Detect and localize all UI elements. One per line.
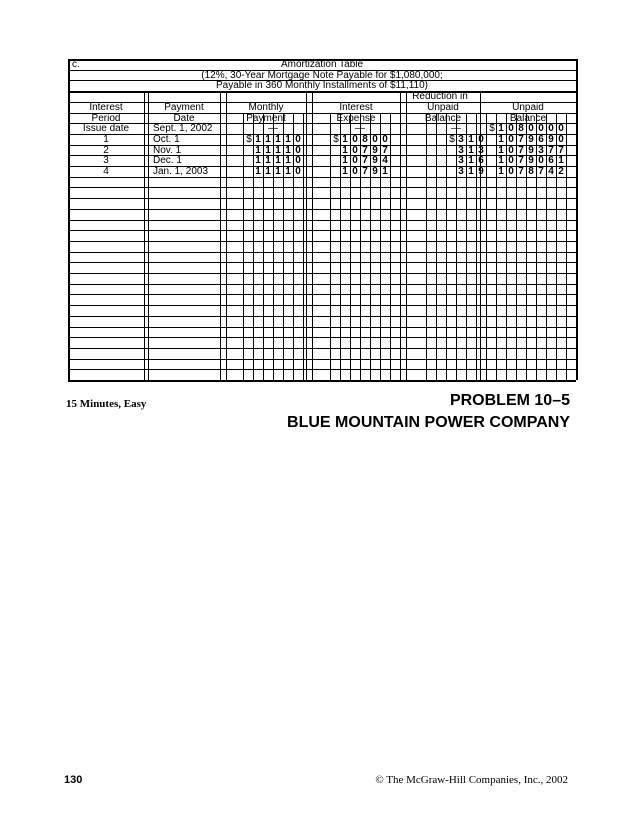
row-3-monthly-payment-digit: 1 (275, 155, 281, 167)
column-header-2-line1: Monthly (248, 101, 284, 113)
row-2-interest-expense-digit: 7 (362, 144, 368, 156)
row-1-date: Oct. 1 (153, 133, 180, 145)
table-subtitle-2: Payable in 360 Monthly Installments of $11,110) (216, 80, 428, 92)
row-3-interest-expense-digit: 7 (362, 155, 368, 167)
row-2-unpaid-balance-digit: 0 (508, 144, 514, 156)
table-row-rule (68, 380, 576, 382)
row-1-monthly-payment-digit: 0 (295, 133, 301, 145)
row-1-interest-expense-digit: 0 (352, 133, 358, 145)
row-2-unpaid-balance-digit: 7 (518, 144, 524, 156)
row-1-monthly-payment-digit: 1 (285, 133, 291, 145)
row-1-monthly-payment-digit: 1 (265, 133, 271, 145)
row-4-unpaid-balance-digit: 2 (558, 166, 564, 177)
row-0-date: Sept. 1, 2002 (153, 123, 213, 135)
row-4-unpaid-balance-digit: 1 (498, 166, 504, 177)
table-title: Amortization Table (280, 59, 364, 70)
row-0-unpaid-balance-digit: 8 (518, 123, 524, 135)
row-2-unpaid-balance-digit: 9 (528, 144, 534, 156)
digit-column-rule (436, 113, 437, 381)
column-header-5-line1: Unpaid (512, 101, 544, 113)
row-3-unpaid-balance-digit: 7 (518, 155, 524, 167)
row-4-monthly-payment-digit: 0 (295, 166, 301, 177)
row-3-date: Dec. 1 (153, 155, 182, 167)
column-header-4-line1: Unpaid (427, 101, 459, 113)
row-4-interest-expense-digit: 1 (382, 166, 388, 177)
row-1-unpaid-balance-digit: 0 (558, 133, 564, 145)
problem-title: PROBLEM 10–5 (449, 392, 570, 409)
row-2-period: 2 (103, 144, 109, 156)
row-3-monthly-payment-digit: 1 (255, 155, 261, 167)
company-name: BLUE MOUNTAIN POWER COMPANY (287, 414, 570, 431)
column-header-4-line2: Balance (424, 112, 462, 124)
row-1-unpaid-balance-digit: 9 (528, 133, 534, 145)
table-column-rule (312, 91, 313, 380)
row-1-monthly-payment-digit: 1 (255, 133, 261, 145)
row-0-reduction-dash: — (451, 123, 461, 135)
row-1-interest-expense-dollar-sign: $ (333, 133, 339, 145)
row-3-interest-expense-digit: 9 (372, 155, 378, 167)
row-2-reduction-digit: 3 (478, 144, 484, 156)
row-1-monthly-payment-dollar-sign: $ (246, 133, 252, 145)
row-2-monthly-payment-digit: 1 (265, 144, 271, 156)
row-1-reduction-digit: 0 (478, 133, 484, 145)
row-4-monthly-payment-digit: 1 (275, 166, 281, 177)
row-1-interest-expense-digit: 1 (342, 133, 348, 145)
row-3-unpaid-balance-digit: 0 (538, 155, 544, 167)
row-2-monthly-payment-digit: 0 (295, 144, 301, 156)
row-3-period: 3 (103, 155, 109, 167)
row-0-unpaid-balance-dollar-sign: $ (489, 123, 495, 135)
row-2-monthly-payment-digit: 1 (255, 144, 261, 156)
row-2-interest-expense-digit: 9 (372, 144, 378, 156)
row-4-reduction-digit: 3 (458, 166, 464, 177)
row-2-reduction-digit: 1 (468, 144, 474, 156)
row-2-unpaid-balance-digit: 3 (538, 144, 544, 156)
row-4-monthly-payment-digit: 1 (255, 166, 261, 177)
row-4-interest-expense-digit: 1 (342, 166, 348, 177)
row-3-monthly-payment-digit: 1 (265, 155, 271, 167)
row-2-interest-expense-digit: 7 (382, 144, 388, 156)
row-1-unpaid-balance-digit: 1 (498, 133, 504, 145)
row-1-reduction-digit: 1 (468, 133, 474, 145)
row-1-reduction-dollar-sign: $ (449, 133, 455, 145)
row-3-unpaid-balance-digit: 0 (508, 155, 514, 167)
digit-column-rule (303, 113, 304, 381)
row-4-reduction-digit: 9 (478, 166, 484, 177)
row-4-reduction-digit: 1 (468, 166, 474, 177)
row-2-monthly-payment-digit: 1 (275, 144, 281, 156)
row-2-unpaid-balance-digit: 7 (558, 144, 564, 156)
row-0-period: Issue date (82, 123, 130, 135)
digit-column-rule (243, 113, 244, 381)
row-2-monthly-payment-digit: 1 (285, 144, 291, 156)
row-1-unpaid-balance-digit: 0 (508, 133, 514, 145)
table-border-right (576, 59, 578, 380)
table-column-rule (226, 91, 227, 380)
row-0-interest-expense-dash: — (355, 123, 365, 135)
row-2-reduction-digit: 3 (458, 144, 464, 156)
row-2-interest-expense-digit: 1 (342, 144, 348, 156)
row-3-reduction-digit: 6 (478, 155, 484, 167)
row-1-unpaid-balance-digit: 6 (538, 133, 544, 145)
row-1-reduction-digit: 3 (458, 133, 464, 145)
row-3-unpaid-balance-digit: 9 (528, 155, 534, 167)
row-4-date: Jan. 1, 2003 (153, 166, 209, 177)
digit-column-rule (390, 113, 391, 381)
time-difficulty-label: 15 Minutes, Easy (66, 398, 147, 410)
row-4-interest-expense-digit: 7 (362, 166, 368, 177)
row-1-interest-expense-digit: 0 (382, 133, 388, 145)
row-4-monthly-payment-digit: 1 (285, 166, 291, 177)
table-column-rule (400, 91, 401, 380)
row-3-interest-expense-digit: 1 (342, 155, 348, 167)
row-2-date: Nov. 1 (153, 144, 182, 156)
row-0-unpaid-balance-digit: 0 (558, 123, 564, 135)
column-header-0-line1: Interest (89, 101, 123, 113)
row-4-unpaid-balance-digit: 4 (548, 166, 554, 177)
digit-column-rule (486, 113, 487, 381)
column-header-0-line2: Period (91, 112, 121, 124)
row-1-interest-expense-digit: 8 (362, 133, 368, 145)
digit-column-rule (566, 113, 567, 381)
part-label: c. (72, 59, 80, 70)
row-1-period: 1 (103, 133, 109, 145)
column-header-3-line2: Expense (336, 112, 376, 124)
row-4-unpaid-balance-digit: 7 (538, 166, 544, 177)
table-column-rule (148, 91, 149, 380)
row-4-unpaid-balance-digit: 8 (528, 166, 534, 177)
row-4-interest-expense-digit: 0 (352, 166, 358, 177)
copyright-notice: © The McGraw-Hill Companies, Inc., 2002 (375, 774, 568, 786)
row-3-interest-expense-digit: 0 (352, 155, 358, 167)
row-3-unpaid-balance-digit: 1 (498, 155, 504, 167)
row-4-monthly-payment-digit: 1 (265, 166, 271, 177)
row-0-unpaid-balance-digit: 0 (548, 123, 554, 135)
page-number: 130 (64, 774, 83, 786)
row-3-interest-expense-digit: 4 (382, 155, 388, 167)
row-4-period: 4 (103, 166, 109, 177)
row-3-unpaid-balance-digit: 6 (548, 155, 554, 167)
column-header-1-line2: Date (173, 112, 195, 124)
row-3-reduction-digit: 1 (468, 155, 474, 167)
digit-column-rule (426, 113, 427, 381)
row-0-monthly-payment-dash: — (268, 123, 278, 135)
row-1-unpaid-balance-digit: 7 (518, 133, 524, 145)
row-1-unpaid-balance-digit: 9 (548, 133, 554, 145)
row-2-unpaid-balance-digit: 1 (498, 144, 504, 156)
table-column-rule (144, 91, 145, 380)
row-2-interest-expense-digit: 0 (352, 144, 358, 156)
table-subtitle-1: (12%, 30-Year Mortgage Note Payable for $1,080,000; (201, 69, 443, 81)
table-column-rule (306, 91, 307, 380)
table-column-rule (406, 91, 407, 380)
row-0-unpaid-balance-digit: 0 (508, 123, 514, 135)
row-3-reduction-digit: 3 (458, 155, 464, 167)
row-3-unpaid-balance-digit: 1 (558, 155, 564, 167)
row-1-monthly-payment-digit: 1 (275, 133, 281, 145)
column-header-5-line2: Balance (509, 112, 547, 124)
row-3-monthly-payment-digit: 1 (285, 155, 291, 167)
digit-column-rule (446, 113, 447, 381)
row-1-interest-expense-digit: 0 (372, 133, 378, 145)
row-0-unpaid-balance-digit: 0 (538, 123, 544, 135)
row-2-unpaid-balance-digit: 7 (548, 144, 554, 156)
digit-column-rule (330, 113, 331, 381)
row-4-unpaid-balance-digit: 7 (518, 166, 524, 177)
column-header-1-line1: Payment (164, 101, 204, 113)
reduction-header: Reduction in (412, 91, 468, 103)
column-header-3-line1: Interest (339, 101, 373, 113)
column-header-2-line2: Payment (246, 112, 286, 124)
row-0-unpaid-balance-digit: 1 (498, 123, 504, 135)
row-4-interest-expense-digit: 9 (372, 166, 378, 177)
row-0-unpaid-balance-digit: 0 (528, 123, 534, 135)
row-3-monthly-payment-digit: 0 (295, 155, 301, 167)
row-4-unpaid-balance-digit: 0 (508, 166, 514, 177)
